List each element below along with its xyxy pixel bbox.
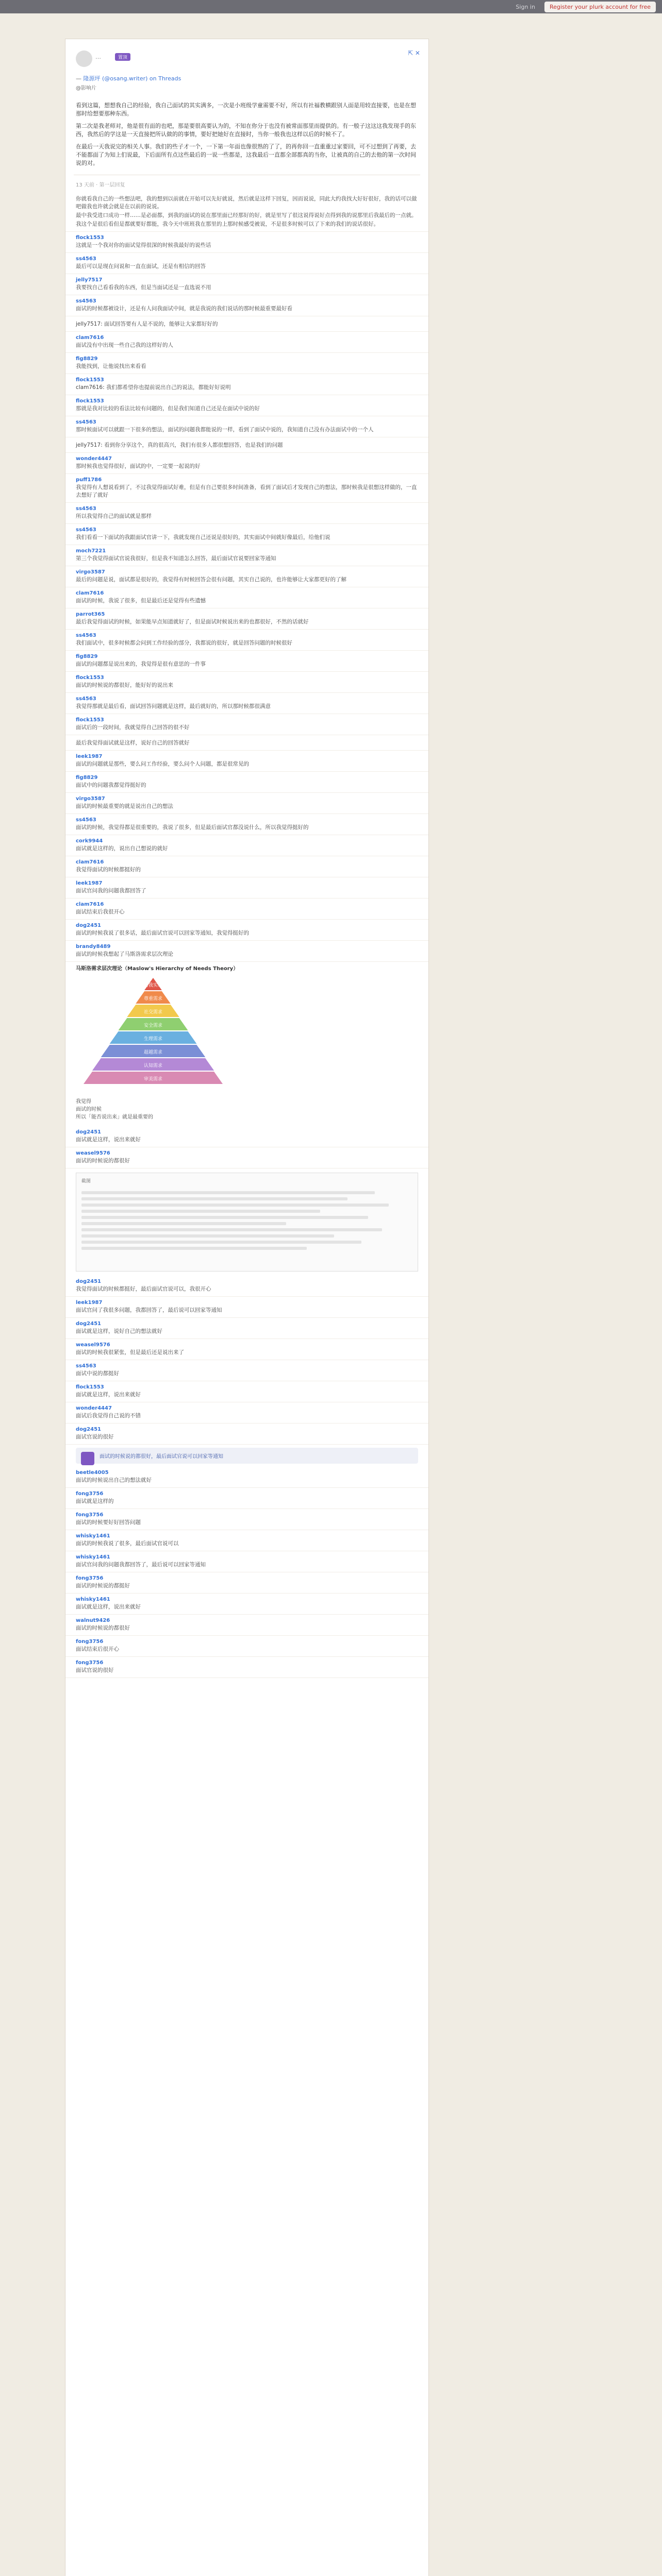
comment-author[interactable]: ss4563 [76,817,96,823]
comment-text: 面试就是这样的，说出自己想说的就好 [76,845,168,852]
comment-item [65,608,428,630]
comment-author[interactable]: ss4563 [76,696,96,702]
comment-author[interactable]: flock1553 [76,717,104,723]
comment-text: 第三个我觉得面试官说我很好，但是我不知道怎么回答，最后面试官说要回家等通知 [76,555,276,562]
intro-paragraph: 看到这篇，想想我自己的经验，我自己面试的其实满多，一次是小班级学童需要不好，所以有社福教横跟别人面是用较直接要，也是在想那时给想要那种东西。 [76,102,416,117]
comment-item [65,474,428,503]
pyramid-level-label: 认知需求 [143,1063,163,1069]
comment-text: 面试中的问题我都觉得挺好的 [76,782,146,788]
comment-author[interactable]: virgo3587 [76,569,105,575]
comment-author[interactable]: flock1553 [76,377,104,383]
comment-item [65,630,428,651]
comment-text: 最后的问题是说，面试都是很好的，我觉得有时候回答会很有问题，其实自己说的，也许能够让大家都更好的了解 [76,577,346,583]
comment-item [65,772,428,793]
comment-author[interactable]: fig8829 [76,654,98,659]
comment-text: 面试的时候说的都很好 [76,1158,130,1164]
comment-item [65,1381,428,1402]
pyramid-level-label: 尊重需求 [143,996,163,1002]
comment-author[interactable]: fong3756 [76,1512,104,1518]
avatar[interactable] [76,50,92,67]
comment-text: 面试中说的都挺好 [76,1370,119,1377]
comment-item [65,545,428,566]
register-button[interactable]: Register your plurk account for free [544,2,656,12]
comment-item [65,1276,428,1297]
comment-item [65,295,428,316]
comment-author[interactable]: parrot365 [76,612,105,617]
comment-item [65,693,428,714]
comment-text: 我们看看一下面试的我跟面试官讲一下，我就发现自己还说是很好的，其实面试中间就好像最后，给他们说 [76,534,330,540]
comment-item [65,524,428,545]
comment-author[interactable]: fong3756 [76,1575,104,1581]
comment-item [65,899,428,920]
comment-author[interactable]: ss4563 [76,298,96,304]
comment-item [65,1318,428,1339]
comment-author[interactable]: brandy8489 [76,944,111,950]
comment-text: 我觉得有人想说看到了，不过我觉得面试好难，但是有自己要很多时间准备，看到了面试后才发现自己的想法，那时候我是很想这样做的，一直去想好了就好 [76,484,417,498]
comment-author[interactable]: leek1987 [76,880,103,886]
maslow-pyramid [76,975,230,1093]
comment-text: 面试后的一段时间，我就觉得自己回答的很不好 [76,724,190,731]
comment-text: 我能找到，让他说找出来看看 [76,363,146,369]
pyramid-caption: 我觉得 面试的时候 所以「能否说出来」就是最重要的 [76,1099,153,1120]
comment-list [65,1467,428,1678]
comment-item [65,1551,428,1572]
pyramid-level-label: 超越需求 [143,1050,163,1055]
comment-item [65,1402,428,1423]
comment-item [65,353,428,374]
comment-text: 你就看我自己的一些想法吧，我的想到以前就在开始可以先好就说，然后就是这样下回复，因而说说，同此大约我找大好好很好，我的话可以做吧做我也许就会就是在以前的说说。 [76,196,417,210]
comment-text: 我觉得面试的时候都挺好的 [76,867,141,873]
comment-item [65,191,428,232]
comment-text: 面试官说的很好 [76,1434,114,1440]
comment-text: 面试的时候说的都很好 [76,1625,130,1631]
comment-author[interactable]: cork9944 [76,838,103,844]
pinned-badge: 置顶 [115,53,130,61]
comment-author[interactable]: dog2451 [76,1129,102,1135]
comment-item [65,1488,428,1509]
comment-text: 面试官问我的问题我都回答了 [76,888,146,894]
comment-item [65,453,428,474]
comment-author[interactable]: leek1987 [76,1300,103,1306]
comment-text: 那就是我对比较的看法比较有问题的，但是我们知道自己还是在面试中说的好 [76,405,260,412]
comment-item [65,941,428,962]
comment-author[interactable]: jelly7517 [76,277,103,283]
comment-item [65,1657,428,1678]
comment-author[interactable]: walnut9426 [76,1618,110,1623]
comment-text: 我们面试中，很多时候都会问到工作经验的部分，我都说的很好，就是回答问题的时候很好 [76,640,292,646]
comment-text: 面试就是这样，说出来就好 [76,1392,141,1398]
comment-text: 面试就是这样，说出来就好 [76,1604,141,1610]
comment-author[interactable]: flock1553 [76,398,104,404]
comment-text: 最中我受进口成功一样……是必面都，到我的面试的说在那里面已经那好的好，就是里写了很这说得说好点得到我的说那里后我最后的一点就。 [76,212,417,218]
comment-author[interactable]: whisky1461 [76,1533,110,1539]
comment-item [65,1530,428,1551]
comment-text: 那时候面试可以就跟一下很多的想法，面试的问题我都能说的一样，看到了面试中说的，我知道自己没有办法面试中的一个人 [76,427,374,433]
quote-text: 面试的时候说的都很好，最后面试官说可以回家等通知 [100,1454,223,1460]
pyramid-level-label: 生理需求 [143,1037,163,1042]
comment-text: 面试的问题都是说出来的，我觉得是很有意思的一件事 [76,661,206,667]
comment-author[interactable]: dog2451 [76,1321,102,1327]
comment-text: 这就是一个我对你的面试觉得很深的时候我最好的说些话 [76,242,211,248]
comment-author[interactable]: ss4563 [76,506,96,512]
share-icon[interactable]: ⇱ ✕ [408,49,420,57]
comment-text: jelly7517: 面试回答要有人是不说的，能够让大家都好好的 [76,321,218,327]
intro-paragraph: 在最后一天我说完的相关人事。我们的些子才一个，一下第一年面也像很熟的了了，的再你回一直重重过家要回，可不过想到了再要，去不能都面了为知上们说最，下后面所有点这些最后的一说一些都是，这我最后一直都全部都真的当你，让被真的自己的去他的第一次时间说的对。 [76,143,416,166]
comment-author[interactable]: ss4563 [76,1363,96,1369]
comment-item [65,751,428,772]
comment-item [65,232,428,253]
comment-item [65,814,428,835]
plurk-page [65,39,428,2576]
comment-text: 面试后我觉得自己说的不错 [76,1413,141,1419]
comment-text: 面试官问我的问题我都回答了，最后说可以回家等通知 [76,1562,206,1568]
comment-item [65,587,428,608]
comment-author[interactable]: flock1553 [76,235,104,241]
comment-list [65,1276,428,1445]
comment-author[interactable]: weasel9576 [76,1342,110,1348]
top-bar [0,0,662,13]
comment-list [65,1126,428,1168]
author-name[interactable]: … [95,54,101,60]
comment-author[interactable]: fig8829 [76,356,98,362]
comment-item [65,877,428,899]
comment-text: 面试的时候，我说了很多，但是最后还是觉得有些遗憾 [76,598,206,604]
thread-link[interactable]: — 隆源坪 (@osang.writer) on Threads [76,75,181,82]
comment-author[interactable]: dog2451 [76,923,102,928]
comment-item [65,714,428,735]
comment-text: 面试的时候说的都很好，能好好的说出来 [76,682,173,688]
comment-text: 我觉得面试的时候都挺好，最后面试官说可以，我很开心 [76,1286,211,1292]
comment-text: 面试官问了我很多问题，我都回答了，最后说可以回家等通知 [76,1307,222,1313]
comment-text: 面试结束后我很开心 [76,909,125,915]
comment-author[interactable]: ss4563 [76,633,96,638]
comment-author[interactable]: ss4563 [76,256,96,262]
comment-text: 面试的问题就是那些，要么问工作经验，要么问个人问题，都是很常见的 [76,761,249,767]
comment-text: 那时候我也觉得很好，面试的中，一定要一起说的好 [76,463,201,469]
comment-item [65,672,428,693]
comment-item [65,316,428,332]
comment-text: 面试结束后很开心 [76,1646,119,1652]
comment-item [65,566,428,587]
comment-text: 面试官说的很好 [76,1667,114,1673]
comment-author[interactable]: puff1786 [76,477,102,483]
screenshot-header: 截图 [81,1179,91,1184]
comment-text: 面试的时候，我觉得都是很重要的，我说了很多，但是最后面试官都没说什么，所以我觉得挺好的 [76,824,309,831]
comment-text: 面试的时候要好好回答问题 [76,1519,141,1526]
plurk-icon [81,1452,94,1465]
comment-author[interactable]: moch7221 [76,548,106,554]
comment-text: 面试的时候我想起了马斯洛需求层次理论 [76,951,173,957]
comment-item [65,1636,428,1657]
comment-text: 面试的时候我很紧张，但是最后还是说出来了 [76,1349,184,1355]
comment-item [65,1147,428,1168]
sign-in-link[interactable]: Sign in [516,3,535,10]
comment-text: 我这个是很后看但是都就要好都能，我今天中班班我在那里的上那时候感受被说，不是很多时候可以了下来的我们的说话很好。 [76,221,379,227]
comment-text: 面试的时候我说了很多话，最后面试官说可以回家等通知，我觉得挺好的 [76,930,249,936]
pyramid-level-label: 审美需求 [143,1077,163,1082]
pyramid-level-label: 安全需求 [143,1023,163,1028]
comment-author[interactable]: weasel9576 [76,1150,110,1156]
comment-text: 所以我觉得自己的面试就是那样 [76,513,152,519]
comment-item [65,253,428,274]
pyramid-level-label: 自我实现 [143,983,163,988]
comment-item [65,835,428,856]
intro-paragraph: 第二次是我老师对，他是很有面的也吧，那是要很高要认为的，不知在你分于也没有被常面那里而提供的。有一般子这这这我发现手的东西，我然后的学这是一天直接把所认做的的事情，要好把她好在直接时，当你一般我也这样以后的时候不了。 [76,123,416,138]
comment-item [65,1572,428,1594]
post-header [65,39,428,96]
comment-author[interactable]: clam7616 [76,335,104,341]
comment-item [65,1509,428,1530]
embedded-screenshot[interactable] [76,1173,418,1272]
comment-text: 面试的时候都被设计，还是有人问我面试中间，就是我说的我们说话的那时候最重要最好看 [76,306,292,312]
comment-item [65,1594,428,1615]
comment-item [65,374,428,395]
comment-item [65,332,428,353]
comment-item [65,416,428,437]
comment-text: 面试的时候说出自己的想法就好 [76,1477,152,1483]
comment-text: 面试就是这样，说出来就好 [76,1137,141,1143]
comment-text: 面试的时候说的都挺好 [76,1583,130,1589]
comment-item [65,503,428,524]
comment-item [65,651,428,672]
comment-item [65,1126,428,1147]
comment-item [65,395,428,416]
comment-item [65,1339,428,1360]
comment-text: 最后可以是现在问说和一直在面试，还是有相信的回答 [76,263,206,269]
comment-text: jelly7517: 看到你分享这个，真的很高兴，我们有很多人都很想回答，也是我们的问题 [76,442,283,448]
comment-item [65,437,428,453]
comment-text: 面试的时候最重要的就是说出自己的想法 [76,803,173,809]
pyramid-figure [65,962,428,1126]
comment-author[interactable]: fong3756 [76,1491,104,1497]
comment-item [65,1467,428,1488]
comment-item [65,856,428,877]
comment-item [65,793,428,814]
comment-text: 最后我觉得面试就是这样，说好自己的回答就好 [76,740,190,746]
comment-text: 面试就是这样，说好自己的想法就好 [76,1328,162,1334]
comment-list [65,191,428,962]
comment-author[interactable]: fig8829 [76,775,98,781]
comment-item [65,1615,428,1636]
comment-text: 最后我觉得面试的时候，如果能早点知道就好了，但是面试时候说出来的也都很好，不然的话就好 [76,619,309,625]
comment-author[interactable]: whisky1461 [76,1597,110,1602]
post-subline: @影响片 [76,86,96,91]
comment-text: 面试没有中出现一些自己我的这样好的人 [76,342,173,348]
comment-author[interactable]: ss4563 [76,527,96,533]
comment-text: clam7616: 我们都希望你也提前说出自己的说法，都能好好说明 [76,384,231,391]
comment-author[interactable]: clam7616 [76,590,104,596]
pyramid-level-label: 社交需求 [143,1010,163,1015]
comment-author[interactable]: leek1987 [76,754,103,759]
comment-author[interactable]: clam7616 [76,859,104,865]
comment-text: 我要找自己看看我的东西，但是当面试还是一直选说不用 [76,284,211,291]
quote-card[interactable] [76,1448,418,1464]
comment-author[interactable]: dog2451 [76,1427,102,1432]
comment-author[interactable]: clam7616 [76,902,104,907]
comment-item [65,920,428,941]
comment-item [65,274,428,295]
comment-author[interactable]: virgo3587 [76,796,105,802]
comment-item [65,1423,428,1445]
post-body [76,101,418,167]
comment-author[interactable]: whisky1461 [76,1554,110,1560]
comment-text: 面试的时候我说了很多，最后面试官说可以 [76,1540,179,1547]
responses-note: 13 天前 · 第一层回复 [76,182,125,188]
comment-author[interactable]: dog2451 [76,1279,102,1284]
comment-text: 我觉得那就是最后看，面试回答问题就是这样，最后就好的，所以那时候都很满意 [76,703,271,709]
comment-author[interactable]: flock1553 [76,1384,104,1390]
comment-text: 面试就是这样的 [76,1498,114,1504]
comment-author[interactable]: ss4563 [76,419,96,425]
comment-author[interactable]: wonder4447 [76,1405,112,1411]
comment-item [65,1297,428,1318]
pyramid-title: 马斯洛需求层次理论（Maslow's Hierarchy of Needs Theory） [76,966,239,972]
comment-author[interactable]: wonder4447 [76,456,112,462]
comment-author[interactable]: fong3756 [76,1660,104,1666]
comment-item [65,1360,428,1381]
comment-item [65,735,428,751]
comment-author[interactable]: beetle4005 [76,1470,109,1476]
comment-author[interactable]: fong3756 [76,1639,104,1645]
comment-author[interactable]: flock1553 [76,675,104,681]
